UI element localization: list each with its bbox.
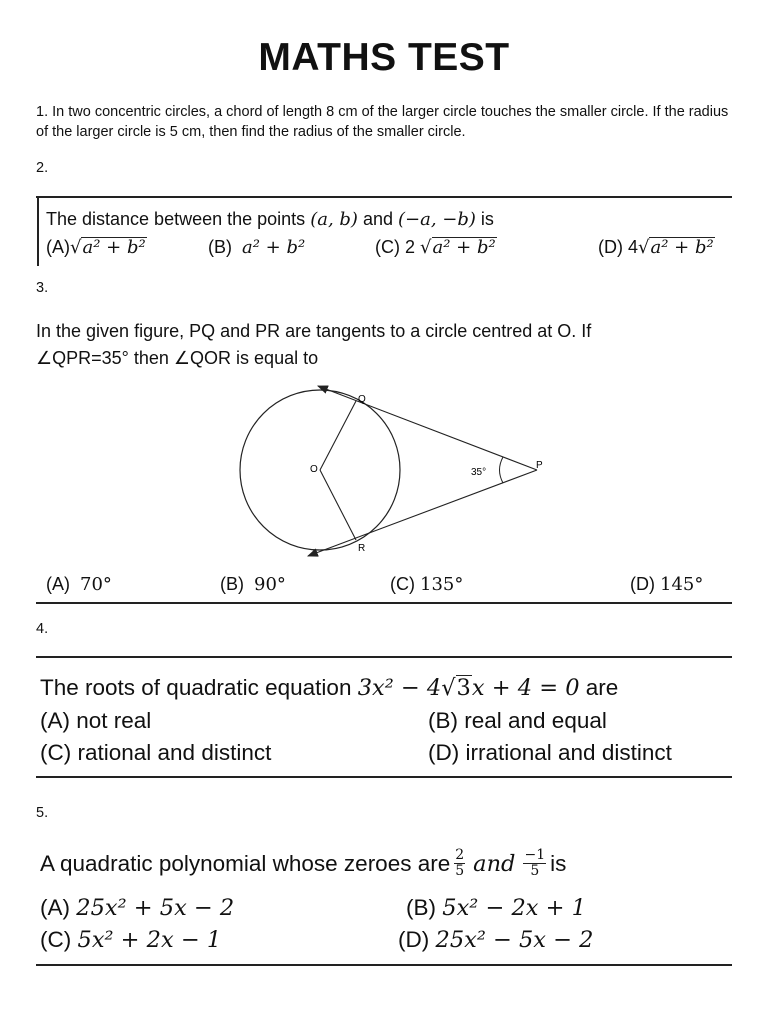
angle-label: 35°: [471, 467, 487, 478]
question-4-stem-text: The roots of quadratic equation: [40, 675, 358, 700]
question-5-option-c: [40, 927, 221, 953]
question-5-bottom-rule: [36, 964, 732, 966]
question-3-number: 3.: [36, 280, 49, 296]
label-p: P: [536, 460, 543, 471]
question-2-option-d: (D) 4√a² + b²: [598, 237, 714, 258]
option-d-value: 145°: [660, 574, 704, 595]
option-d-radicand: a² + b²: [650, 237, 714, 258]
page-title: MATHS TEST: [258, 36, 510, 79]
question-2-stem-text: The distance between the points: [46, 209, 311, 229]
fraction-minus-one-fifth: [523, 848, 546, 879]
question-2-point-2: (−a, −b): [397, 209, 476, 230]
option-b-label: (B): [220, 574, 244, 594]
tangent-line-pq: [318, 386, 537, 470]
option-a-label: (A): [46, 574, 70, 594]
question-4-top-rule: [36, 656, 732, 658]
option-d-label: (D): [630, 574, 655, 594]
question-2-option-a: (A)√a² + b²: [46, 237, 146, 258]
option-d-label: (D) 4: [598, 237, 638, 257]
option-c-expression: 5x² + 2x − 1: [77, 927, 222, 953]
question-5-option-b: [406, 895, 586, 921]
question-4-option-c: (C) rational and distinct: [40, 740, 272, 765]
question-5-stem-text: A quadratic polynomial whose zeroes are: [40, 850, 451, 876]
option-a-value: 70°: [80, 574, 112, 595]
option-c-label: (C): [390, 574, 415, 594]
question-4-equation-radicand: 3: [456, 675, 471, 701]
option-d-expression: 25x² − 5x − 2: [435, 927, 594, 953]
question-1-text: 1. In two concentric circles, a chord of length 8 cm of the larger circle touches the smaller circle. If the radius of the larger circle is 5 cm, then find the radius of the smaller circle.: [36, 104, 729, 140]
option-b-label: (B): [208, 237, 232, 257]
option-a-label: (A): [40, 895, 70, 920]
question-3-option-b: [220, 574, 286, 595]
question-3-option-a: [46, 574, 112, 595]
question-5-option-a: [40, 895, 234, 921]
option-c-label: (C) 2: [375, 237, 415, 257]
question-4-option-d: (D) irrational and distinct: [428, 740, 672, 765]
question-5-stem-and: and: [473, 850, 516, 877]
question-3-bottom-rule: [36, 602, 732, 604]
question-4-bottom-rule: [36, 776, 732, 778]
question-2-stem-end: is: [475, 209, 494, 229]
angle-arc: [500, 457, 504, 483]
fraction-1-denominator: 5: [455, 863, 465, 879]
option-b-expression: a² + b²: [242, 237, 306, 258]
question-4-stem-end: are: [579, 675, 619, 700]
question-2-stem-and: and: [357, 209, 398, 229]
question-4-equation-part-1: 3x² − 4: [357, 675, 442, 701]
option-a-label: (A): [46, 237, 70, 257]
label-r: R: [358, 543, 366, 554]
option-a-radicand: a² + b²: [82, 237, 146, 258]
radius-oq: [320, 401, 356, 470]
option-c-radicand: a² + b²: [432, 237, 496, 258]
option-c-label: (C): [40, 927, 72, 952]
label-q: Q: [358, 394, 366, 405]
question-4-stem: The roots of quadratic equation 3x² − 4√3x + 4 = 0 are: [40, 675, 619, 701]
option-a-expression: 25x² + 5x − 2: [76, 895, 235, 921]
question-3-option-c: [390, 574, 463, 595]
fraction-two-fifths: [454, 848, 465, 879]
question-2-number: 2.: [36, 160, 49, 176]
fraction-2-numerator: −1: [524, 847, 546, 863]
question-5-stem-end: is: [550, 850, 567, 876]
label-o: O: [310, 464, 318, 475]
option-b-label: (B): [406, 895, 436, 920]
question-3-stem-line-2: ∠QPR=35° then ∠QOR is equal to: [36, 348, 319, 368]
question-2-point-1: (a, b): [310, 209, 358, 230]
option-d-label: (D): [398, 927, 430, 952]
question-5-stem: [40, 848, 566, 879]
option-b-expression: 5x² − 2x + 1: [442, 895, 586, 921]
fraction-2-denominator: 5: [530, 863, 540, 879]
radius-or: [320, 470, 356, 540]
question-4-equation-part-2: x + 4 = 0: [471, 675, 580, 701]
question-4-option-a: (A) not real: [40, 708, 152, 733]
question-4-number: 4.: [36, 621, 49, 637]
option-c-value: 135°: [420, 574, 464, 595]
option-b-value: 90°: [254, 574, 286, 595]
question-4-option-b: (B) real and equal: [428, 708, 607, 733]
question-2-option-c: (C) 2 √a² + b²: [375, 237, 496, 258]
question-3-option-d: [630, 574, 703, 595]
question-3-stem-line-1: In the given figure, PQ and PR are tangents to a circle centred at O. If: [36, 321, 592, 341]
question-5-option-d: [398, 927, 593, 953]
fraction-1-numerator: 2: [455, 847, 465, 863]
question-5-number: 5.: [36, 805, 49, 821]
